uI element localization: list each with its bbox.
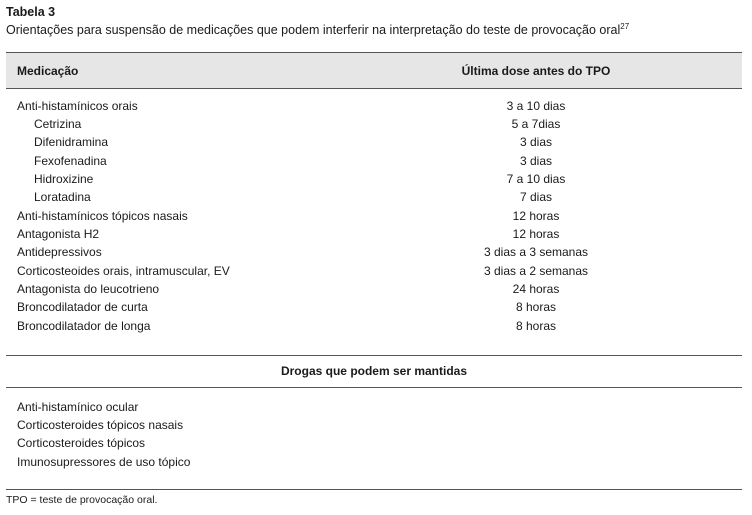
medication-name: Anti-histamínicos orais xyxy=(17,99,138,113)
caption-reference: 27 xyxy=(620,22,630,31)
last-dose-value: 12 horas xyxy=(512,227,560,241)
table-row xyxy=(0,135,752,153)
kept-drug-item: Corticosteroides tópicos xyxy=(17,436,146,450)
kept-drug-item: Imunosupressores de uso tópico xyxy=(17,455,191,469)
last-dose-value: 7 a 10 dias xyxy=(506,172,566,186)
last-dose-value: 24 horas xyxy=(512,282,560,296)
last-dose-value: 3 a 10 dias xyxy=(506,99,566,113)
kept-drug-item: Anti-histamínico ocular xyxy=(17,400,139,414)
medication-name: Loratadina xyxy=(34,190,91,204)
medication-name: Broncodilatador de longa xyxy=(17,319,151,333)
section-rule-bottom xyxy=(6,387,742,388)
table-row xyxy=(0,282,752,300)
section-rule-top xyxy=(6,355,742,356)
table-row xyxy=(0,209,752,227)
last-dose-value: 12 horas xyxy=(512,209,560,223)
medication-name: Antagonista H2 xyxy=(17,227,100,241)
last-dose-value: 8 horas xyxy=(515,319,557,333)
medication-name: Anti-histamínicos tópicos nasais xyxy=(17,209,188,223)
medication-name: Cetrizina xyxy=(34,117,82,131)
kept-drugs-heading: Drogas que podem ser mantidas xyxy=(280,364,468,378)
last-dose-value: 3 dias a 3 semanas xyxy=(483,245,589,259)
caption-text: Orientações para suspensão de medicações que podem interferir na interpretação do teste de provocação oral xyxy=(6,23,621,37)
medication-name: Broncodilatador de curta xyxy=(17,300,148,314)
medication-name: Antidepressivos xyxy=(17,245,102,259)
table-caption xyxy=(6,22,629,37)
header-last-dose: Última dose antes do TPO xyxy=(461,64,611,78)
table-row xyxy=(0,117,752,135)
table-row xyxy=(0,190,752,208)
table-row xyxy=(0,245,752,263)
table-footnote: TPO = teste de provocação oral. xyxy=(6,494,158,506)
table-row xyxy=(0,99,752,117)
table-row xyxy=(0,154,752,172)
bottom-rule xyxy=(6,489,742,490)
table-row xyxy=(0,172,752,190)
last-dose-value: 5 a 7dias xyxy=(511,117,561,131)
table-row xyxy=(0,264,752,282)
medication-name: Hidroxizine xyxy=(34,172,94,186)
kept-drug-item: Corticosteroides tópicos nasais xyxy=(17,418,184,432)
last-dose-value: 3 dias a 2 semanas xyxy=(483,264,589,278)
table-row xyxy=(0,227,752,245)
medication-name: Fexofenadina xyxy=(34,154,107,168)
medication-name: Difenidramina xyxy=(34,135,109,149)
header-medication: Medicação xyxy=(17,64,79,78)
table-row xyxy=(0,300,752,318)
header-rule xyxy=(6,88,742,89)
medication-name: Corticosteoides orais, intramuscular, EV xyxy=(17,264,230,278)
last-dose-value: 3 dias xyxy=(519,154,553,168)
table-row xyxy=(0,319,752,337)
last-dose-value: 8 horas xyxy=(515,300,557,314)
last-dose-value: 7 dias xyxy=(519,190,553,204)
medication-name: Antagonista do leucotrieno xyxy=(17,282,160,296)
table-label: Tabela 3 xyxy=(6,5,56,19)
last-dose-value: 3 dias xyxy=(519,135,553,149)
